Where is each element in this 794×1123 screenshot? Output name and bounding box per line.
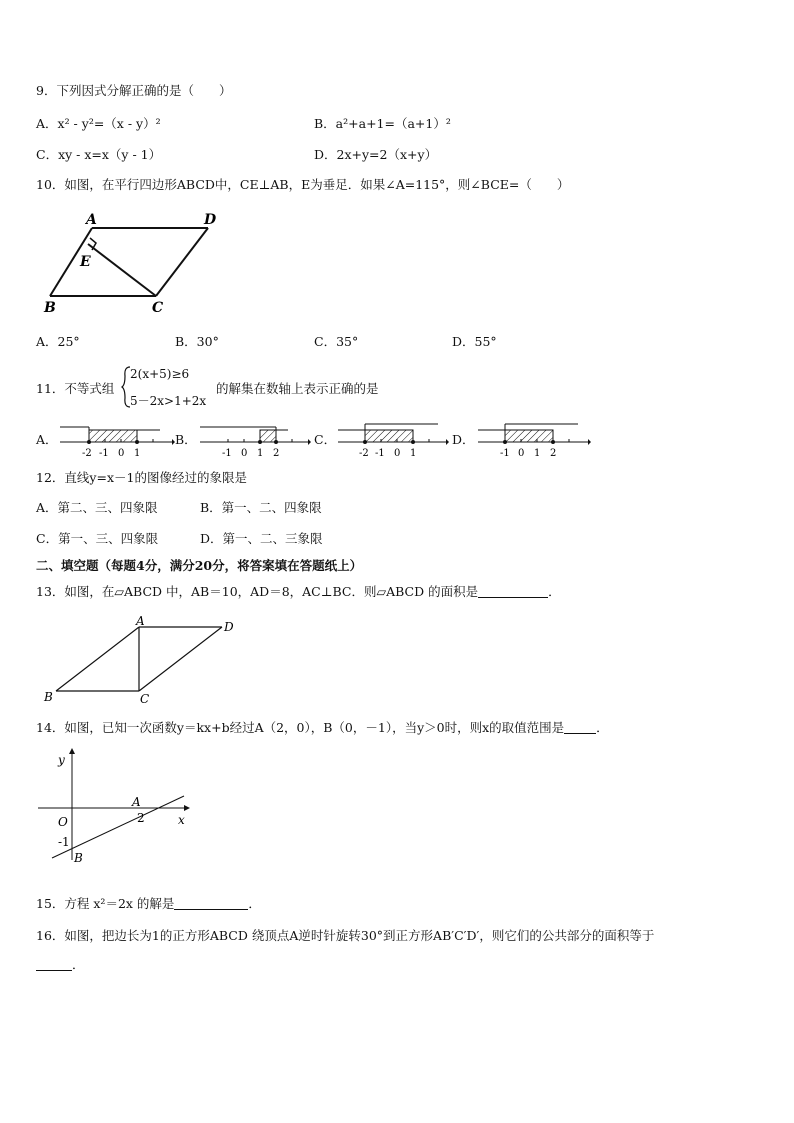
q13-parallelogram-figure — [42, 615, 242, 707]
q10-option-d: D．55° — [452, 334, 497, 349]
q15-line — [36, 897, 261, 911]
q10-parallelogram-figure — [40, 208, 230, 318]
q15-answer-blank[interactable] — [174, 897, 248, 910]
q12-option-c: C．第一、三、四象限 — [36, 531, 159, 546]
q11-a-tick-1: -2 — [82, 448, 92, 459]
q13-end: ． — [548, 584, 561, 599]
q11-a-tick-2: -1 — [99, 448, 109, 459]
q11-option-b-label: B． — [175, 432, 197, 447]
q11-option-c-label: C． — [314, 432, 337, 447]
q11-number-line-b — [200, 420, 312, 460]
q11-b-tick-4: 2 — [273, 448, 280, 459]
q11-number-line-c — [338, 420, 450, 460]
q13-label-b: B — [44, 690, 53, 704]
q11-number-line-a — [60, 420, 175, 460]
q11-inequality-1: 2(x+5)≥6 — [130, 367, 190, 381]
q13-stem: 13．如图，在▱ABCD 中，AB＝10，AD＝8，AC⊥BC．则▱ABCD 的面积是 — [36, 584, 479, 599]
q14-label-y: y — [58, 753, 65, 767]
q14-answer-blank[interactable] — [564, 721, 596, 734]
section-2-title: 二、填空题（每题4分，满分20分，将答案填在答题纸上） — [36, 558, 363, 573]
q14-label-2: 2 — [137, 811, 145, 825]
q12-option-d: D．第一、二、三象限 — [200, 531, 323, 546]
q11-inequality-2: 5－2x>1+2x — [130, 394, 207, 408]
q10-option-c: C．35° — [314, 334, 359, 349]
q11-c-tick-2: -1 — [375, 448, 385, 459]
q11-number-line-d — [478, 420, 593, 460]
q11-c-tick-3: 0 — [394, 448, 401, 459]
q13-answer-blank[interactable] — [478, 585, 548, 598]
q11-a-tick-4: 1 — [134, 448, 141, 459]
q9-stem: 9．下列因式分解正确的是（ ） — [36, 83, 232, 98]
q14-label-o: O — [58, 815, 68, 829]
q11-d-tick-3: 1 — [534, 448, 541, 459]
q11-d-tick-2: 0 — [518, 448, 525, 459]
q16-stem: 16．如图，把边长为1的正方形ABCD 绕顶点A逆时针旋转30°到正方形AB′C′D′，则它们的公共部分的面积等于 — [36, 928, 655, 943]
q13-label-c: C — [140, 692, 150, 706]
q11-c-tick-4: 1 — [410, 448, 417, 459]
q14-label-minus-1: -1 — [58, 835, 70, 849]
q11-b-tick-1: -1 — [222, 448, 232, 459]
q14-line — [36, 721, 609, 735]
q14-end: ． — [596, 720, 609, 735]
q15-end: ． — [248, 896, 261, 911]
q9-option-a: A．x² - y²=（x - y）² — [36, 116, 161, 131]
q16-end: ． — [72, 957, 85, 972]
q9-option-c: C．xy - x=x（y - 1） — [36, 147, 162, 162]
q9-option-b: B．a²+a+1=（a+1）² — [314, 116, 451, 131]
q10-label-a: A — [86, 212, 97, 228]
q12-option-b: B．第一、二、四象限 — [200, 500, 322, 515]
q14-coordinate-figure — [36, 748, 196, 868]
q14-label-x: x — [178, 813, 185, 827]
q12-option-a: A．第二、三、四象限 — [36, 500, 158, 515]
q10-stem: 10．如图，在平行四边形ABCD中，CE⊥AB，E为垂足．如果∠A=115°，则∠BCE=（ ） — [36, 177, 570, 192]
q10-label-d: D — [204, 212, 217, 228]
q11-a-tick-3: 0 — [118, 448, 125, 459]
q10-option-a: A．25° — [36, 334, 80, 349]
q11-prefix: 11．不等式组 — [36, 381, 115, 396]
q9-option-d: D．2x+y=2（x+y） — [314, 147, 438, 162]
q14-label-a: A — [132, 795, 141, 809]
q16-answer-blank[interactable] — [36, 958, 72, 971]
q10-label-e: E — [80, 254, 91, 270]
q13-label-a: A — [136, 614, 145, 628]
q11-suffix: 的解集在数轴上表示正确的是 — [216, 381, 379, 396]
q11-d-tick-1: -1 — [500, 448, 510, 459]
q10-label-b: B — [44, 300, 56, 316]
q11-b-tick-2: 0 — [241, 448, 248, 459]
q11-b-tick-3: 1 — [257, 448, 264, 459]
q10-label-c: C — [152, 300, 164, 316]
q16-answer-line — [36, 958, 85, 972]
q15-stem: 15．方程 x²＝2x 的解是 — [36, 896, 175, 911]
q13-label-d: D — [224, 620, 234, 634]
q13-line — [36, 585, 561, 599]
q11-option-d-label: D． — [452, 432, 475, 447]
q11-option-a-label: A． — [36, 432, 58, 447]
q14-stem: 14．如图，已知一次函数y＝kx+b经过A（2，0），B（0，－1），当y＞0时，则x的取值范围是 — [36, 720, 565, 735]
q10-option-b: B．30° — [175, 334, 219, 349]
q11-c-tick-1: -2 — [359, 448, 369, 459]
q12-stem: 12．直线y=x－1的图像经过的象限是 — [36, 470, 247, 485]
q11-d-tick-4: 2 — [550, 448, 557, 459]
q14-label-b: B — [74, 851, 83, 865]
